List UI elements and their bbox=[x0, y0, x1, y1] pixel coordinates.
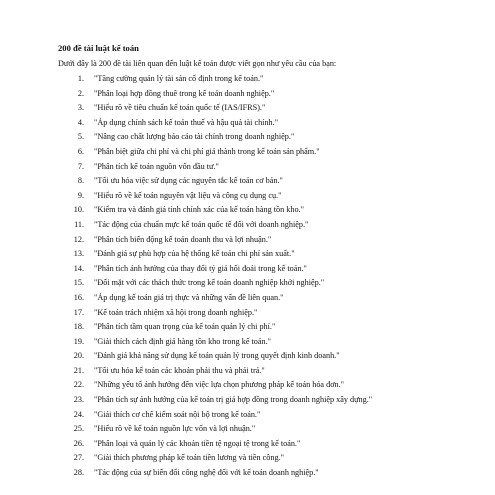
list-item-text: "Phân loại và quản lý các khoản tiền tệ ngoại tệ trong kế toán." bbox=[94, 438, 301, 448]
list-item-number: 11. bbox=[74, 219, 84, 229]
document-title: 200 đề tài luật kế toán bbox=[58, 43, 139, 53]
list-item bbox=[58, 103, 475, 118]
list-item-text: "Áp dụng chính sách kế toán thuế và hậu quả tài chính." bbox=[94, 117, 279, 127]
document-intro: Dưới đây là 200 đề tài liên quan đến luật kế toán được viết gọn như yêu cầu của bạn: bbox=[58, 59, 337, 68]
list-item-text: "Phân tích tầm quan trọng của kế toán quản lý chi phí." bbox=[94, 322, 276, 332]
list-item-number: 7. bbox=[77, 161, 84, 171]
list-item-text: "Phân tích ảnh hưởng của thay đổi tỷ giá hối đoái trong kế toán." bbox=[94, 263, 307, 273]
list-item-text: "Tăng cường quản lý tài sản cố định trong kế toán." bbox=[94, 74, 264, 83]
list-item-number: 23. bbox=[73, 395, 84, 405]
list-item-number: 22. bbox=[73, 380, 84, 390]
list-item-number: 21. bbox=[73, 365, 84, 375]
list-item-number: 26. bbox=[73, 438, 84, 448]
list-item-text: "Đối mặt với các thách thức trong kế toán doanh nghiệp khởi nghiệp." bbox=[94, 278, 325, 288]
list-item-text: "Hiểu rõ về kế toán nguồn lực vốn và lợi nhuận." bbox=[94, 424, 256, 434]
list-item-number: 17. bbox=[73, 307, 84, 317]
list-item-number: 8. bbox=[77, 176, 84, 186]
list-item bbox=[58, 308, 475, 323]
list-item-text: "Hiểu rõ về kế toán nguyên vật liệu và công cụ dụng cụ." bbox=[94, 190, 282, 200]
list-item bbox=[58, 118, 475, 133]
list-item-text: "Tối ưu hóa kế toán các khoản phải thu và phải trả." bbox=[94, 365, 265, 375]
list-item-number: 28. bbox=[73, 468, 84, 478]
list-item-text: "Đánh giá khả năng sử dụng kế toán quản lý trong quyết định kinh doanh." bbox=[94, 351, 340, 361]
list-item-number: 10. bbox=[73, 205, 84, 215]
list-item-text: "Tác động của sự biến đổi công nghệ đối với kế toán doanh nghiệp." bbox=[94, 468, 319, 478]
list-item-text: "Phân tích sự ảnh hưởng của kế toán trị giá hợp đồng trong doanh nghiệp xây dựng." bbox=[94, 395, 373, 405]
list-item bbox=[58, 235, 475, 250]
list-item bbox=[58, 351, 475, 366]
list-item-text: "Đánh giá sự phù hợp của hệ thống kế toán chi phí sản xuất." bbox=[94, 249, 295, 259]
list-item-number: 2. bbox=[77, 88, 84, 98]
list-item-text: "Giải thích cách định giá hàng tồn kho trong kế toán." bbox=[94, 336, 271, 346]
list-item bbox=[58, 132, 475, 147]
list-item-text: "Phân tích kế toán nguồn vốn đầu tư." bbox=[94, 161, 219, 171]
list-item bbox=[58, 162, 475, 177]
list-item bbox=[58, 380, 475, 395]
list-item bbox=[58, 439, 475, 454]
list-item-text: "Áp dụng kế toán giá trị thực và những vấn đề liên quan." bbox=[94, 292, 284, 302]
list-item-number: 18. bbox=[73, 322, 84, 332]
list-item-text: "Nâng cao chất lượng báo cáo tài chính trong doanh nghiệp." bbox=[94, 132, 295, 142]
list-item-text: "Giải thích cơ chế kiểm soát nội bộ trong kế toán." bbox=[94, 409, 261, 419]
topic-list bbox=[58, 74, 475, 483]
list-item-text: "Những yếu tố ảnh hưởng đến việc lựa chọn phương pháp kế toán hóa đơn." bbox=[94, 380, 345, 390]
list-item-text: "Phân loại hợp đồng thuê trong kế toán doanh nghiệp." bbox=[94, 88, 275, 98]
list-item-number: 4. bbox=[77, 117, 84, 127]
list-item-number: 24. bbox=[73, 409, 84, 419]
list-item bbox=[58, 395, 475, 410]
list-item bbox=[58, 322, 475, 337]
list-item-text: "Phân tích biến động kế toán doanh thu và lợi nhuận." bbox=[94, 234, 272, 244]
list-item-text: "Phân biệt giữa chi phí và chi phí giá thành trong kế toán sản phẩm." bbox=[94, 146, 320, 156]
list-item-number: 6. bbox=[77, 146, 84, 156]
list-item-number: 16. bbox=[73, 292, 84, 302]
list-item-number: 12. bbox=[73, 234, 84, 244]
list-item-number: 9. bbox=[77, 190, 84, 200]
list-item bbox=[58, 147, 475, 162]
list-item-text: "Hiểu rõ về tiêu chuẩn kế toán quốc tế (IAS/IFRS)." bbox=[94, 103, 266, 113]
list-item bbox=[58, 205, 475, 220]
list-item bbox=[58, 366, 475, 381]
list-item bbox=[58, 293, 475, 308]
list-item bbox=[58, 453, 475, 468]
list-item bbox=[58, 176, 475, 191]
list-item-text: "Giải thích phương pháp kế toán tiền lương và tiền công." bbox=[94, 453, 284, 463]
list-item-text: "Kế toán trách nhiệm xã hội trong doanh nghiệp." bbox=[94, 307, 258, 317]
list-item bbox=[58, 410, 475, 425]
list-item-number: 3. bbox=[77, 103, 84, 113]
list-item-text: "Kiểm tra và đánh giá tính chính xác của kế toán hàng tồn kho." bbox=[94, 205, 304, 215]
list-item-text: "Tối ưu hóa việc sử dụng các nguyên tắc kế toán cơ bản." bbox=[94, 176, 283, 186]
list-item-number: 13. bbox=[73, 249, 84, 259]
list-item-number: 15. bbox=[73, 278, 84, 288]
list-item-number: 14. bbox=[73, 263, 84, 273]
list-item bbox=[58, 264, 475, 279]
list-item bbox=[58, 220, 475, 235]
list-item bbox=[58, 249, 475, 264]
list-item bbox=[58, 278, 475, 293]
list-item-number: 1. bbox=[77, 74, 84, 83]
list-item bbox=[58, 74, 475, 89]
list-item bbox=[58, 191, 475, 206]
list-item bbox=[58, 89, 475, 104]
list-item-text: "Tác động của chuẩn mực kế toán quốc tế đối với doanh nghiệp." bbox=[94, 219, 309, 229]
list-item bbox=[58, 424, 475, 439]
list-item-number: 25. bbox=[73, 424, 84, 434]
list-item-number: 27. bbox=[73, 453, 84, 463]
list-item-number: 5. bbox=[77, 132, 84, 142]
list-item-number: 20. bbox=[73, 351, 84, 361]
list-item bbox=[58, 337, 475, 352]
list-item-number: 19. bbox=[73, 336, 84, 346]
list-item bbox=[58, 468, 475, 483]
